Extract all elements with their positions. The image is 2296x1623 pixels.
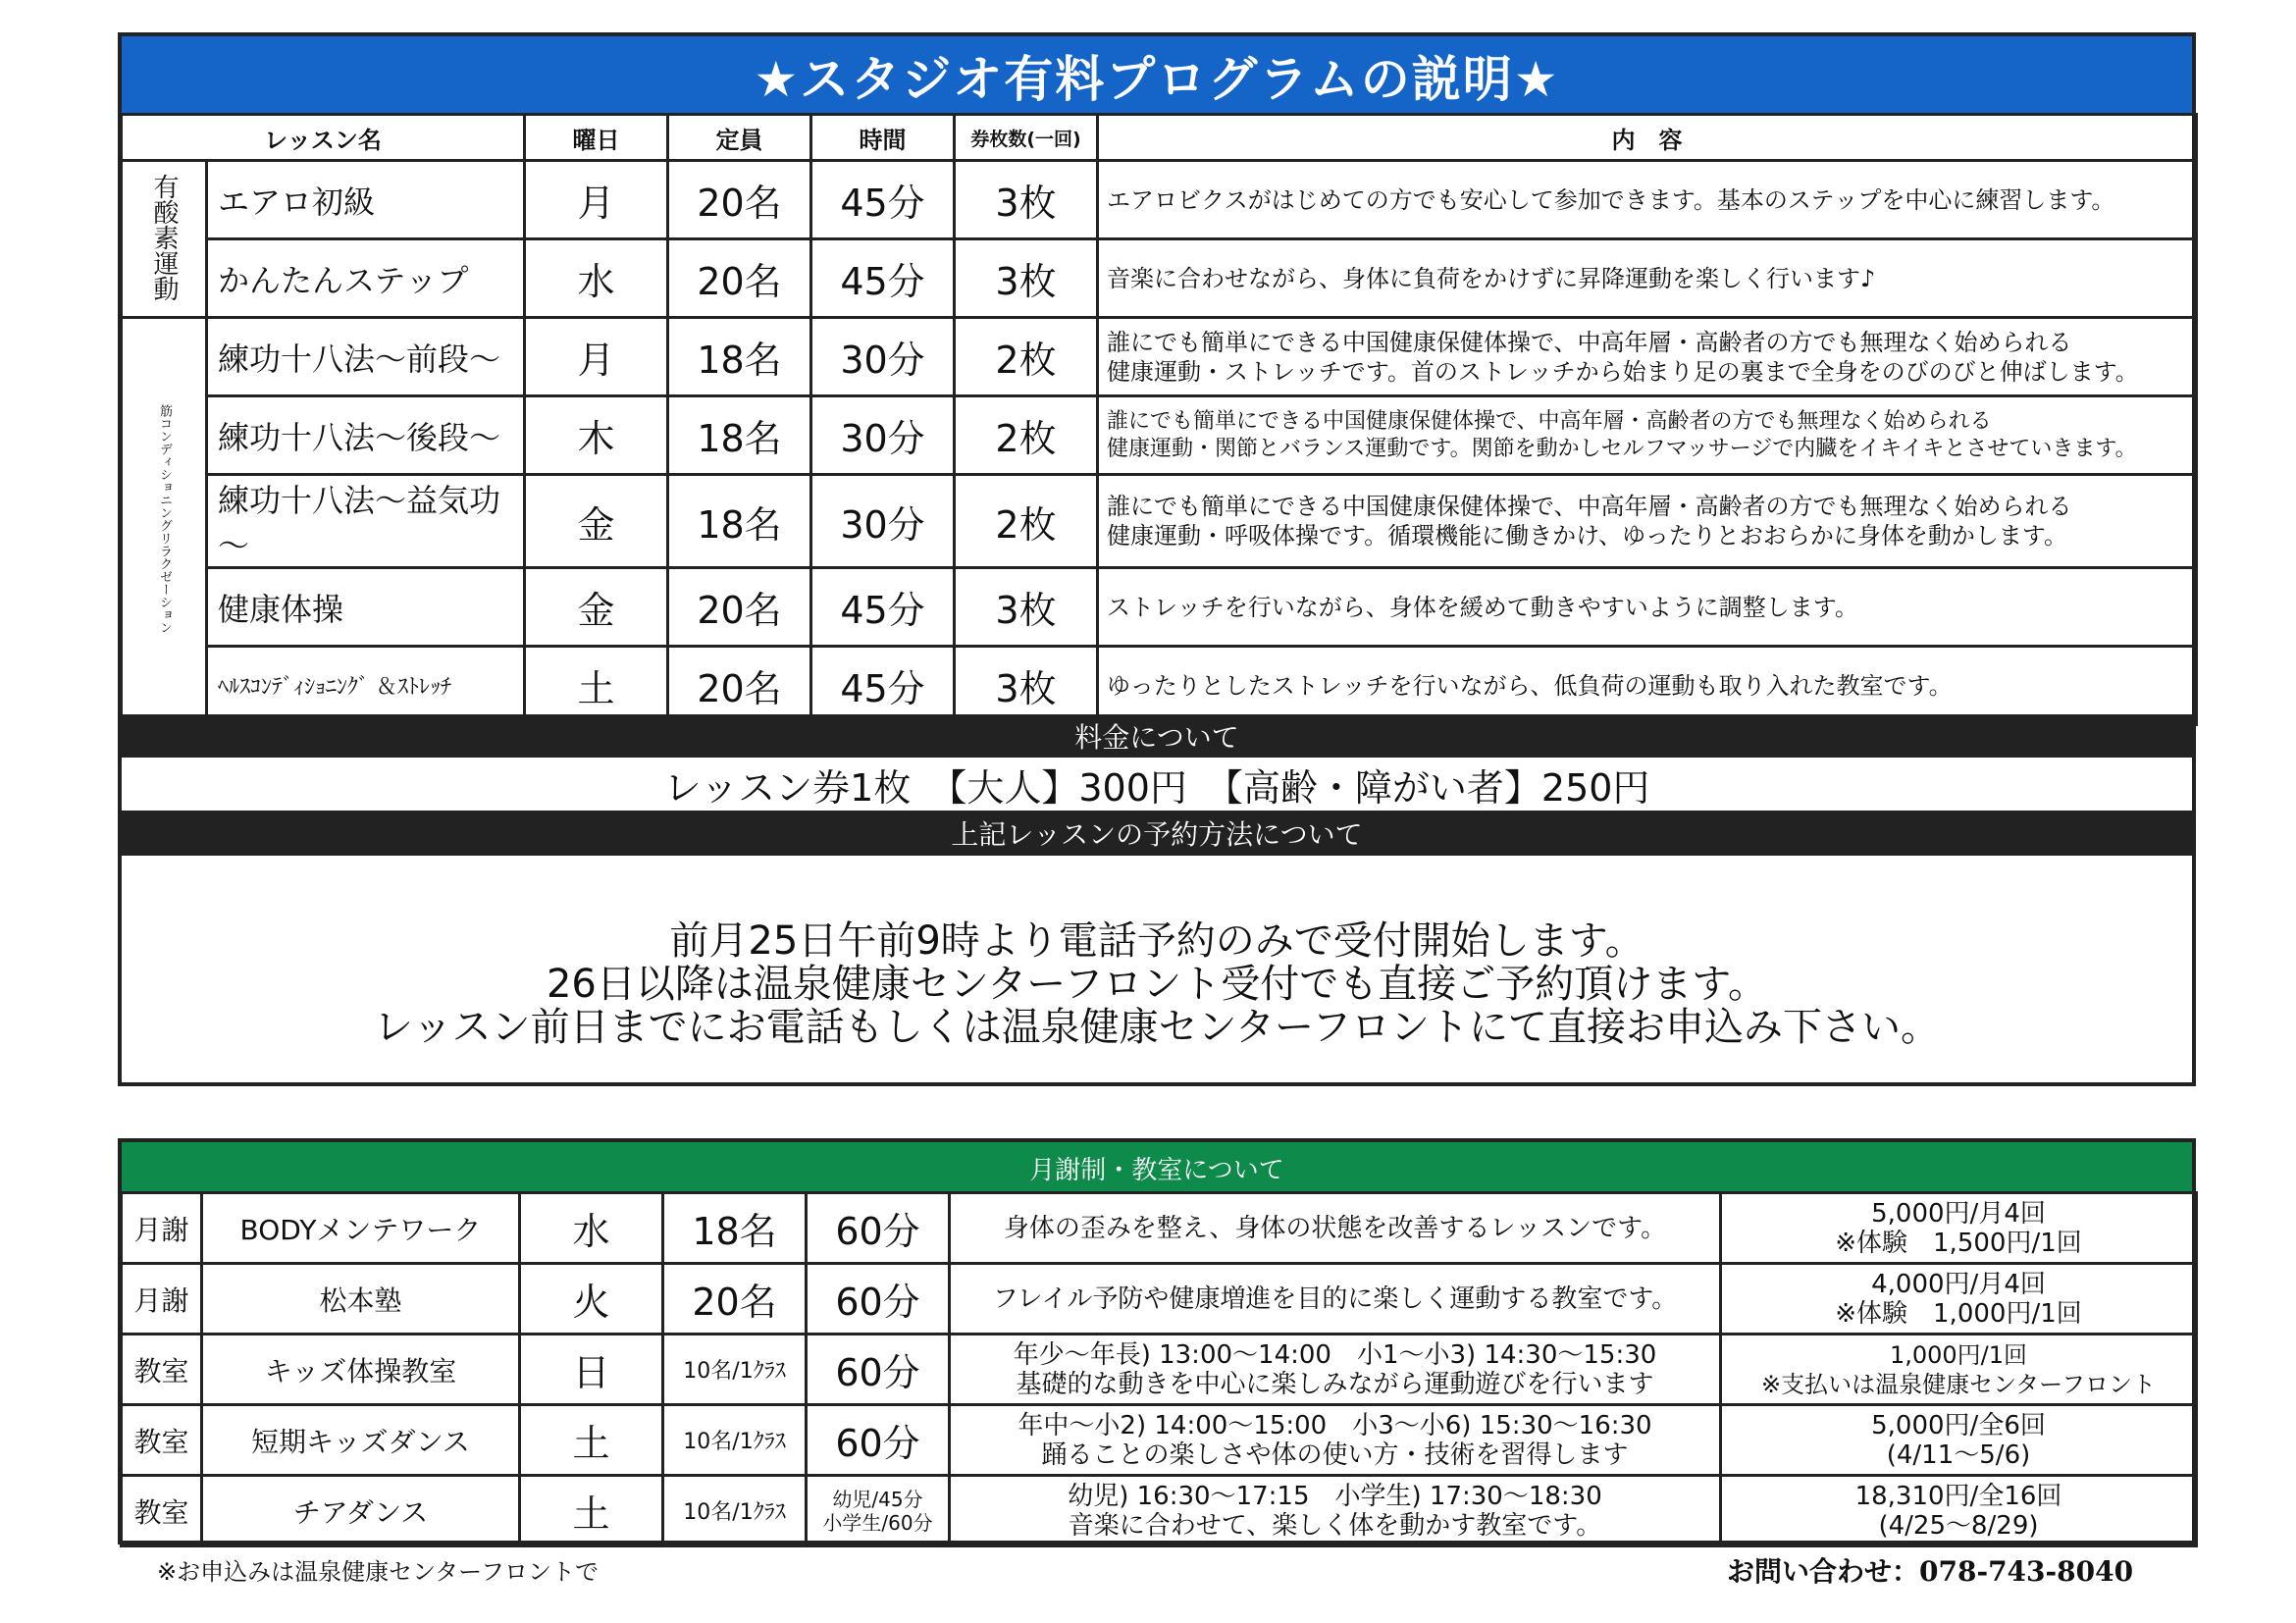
lesson-capacity: 18名 <box>668 318 811 396</box>
description-line-1: 年少～年長) 13:00～14:00 小1～小3) 14:30～15:30 <box>1013 1339 1657 1370</box>
lesson-tickets: 3枚 <box>955 239 1098 318</box>
description-line-1: ゆったりとしたストレッチを行いながら、低負荷の運動も取り入れた教室です。 <box>1107 671 1953 700</box>
table-row <box>122 161 2197 239</box>
lesson-description <box>1098 239 2197 318</box>
lesson-description <box>1098 396 2197 475</box>
class-day: 土 <box>520 1476 663 1546</box>
studio-program-panel <box>118 32 2196 1086</box>
class-time <box>807 1476 950 1546</box>
description-line-1: フレイル予防や健康増進を目的に楽しく運動する教室です。 <box>992 1283 1678 1314</box>
price-line-1: 5,000円/全6回 <box>1871 1410 2046 1440</box>
lesson-name: 練功十八法～益気功～ <box>207 475 525 568</box>
description-line-1: ストレッチを行いながら、身体を緩めて動きやすいように調整します。 <box>1107 593 1858 621</box>
lesson-name: 練功十八法～前段～ <box>207 318 525 396</box>
lesson-time: 45分 <box>811 161 955 239</box>
lesson-name: ﾍﾙｽｺﾝﾃﾞｨｼｮﾆﾝｸﾞ ＆ｽﾄﾚｯﾁ <box>207 647 525 725</box>
class-day: 火 <box>520 1264 663 1335</box>
description-line-1: 音楽に合わせながら、身体に負荷をかけずに昇降運動を楽しく行います♪ <box>1107 264 1876 292</box>
class-capacity: 10名/1ｸﾗｽ <box>663 1335 807 1405</box>
class-time: 60分 <box>807 1405 950 1476</box>
header-time: 時間 <box>811 115 955 161</box>
class-price <box>1721 1476 2197 1546</box>
class-description <box>950 1335 1721 1405</box>
lesson-description <box>1098 318 2197 396</box>
class-day: 土 <box>520 1405 663 1476</box>
class-day: 水 <box>520 1193 663 1264</box>
lesson-time: 30分 <box>811 318 955 396</box>
category-conditioning: 筋コンディショニングリラクゼーション <box>122 318 207 725</box>
header-tickets: 券枚数(一回) <box>955 115 1098 161</box>
class-price <box>1721 1264 2197 1335</box>
table-row <box>122 475 2197 568</box>
lesson-description <box>1098 568 2197 647</box>
class-capacity: 18名 <box>663 1193 807 1264</box>
reservation-text <box>122 919 2192 1049</box>
lesson-capacity: 18名 <box>668 475 811 568</box>
class-description <box>950 1193 1721 1264</box>
row-type: 教室 <box>122 1405 202 1476</box>
class-capacity: 10名/1ｸﾗｽ <box>663 1476 807 1546</box>
class-price <box>1721 1335 2197 1405</box>
lesson-tickets: 2枚 <box>955 318 1098 396</box>
lesson-time: 30分 <box>811 396 955 475</box>
lesson-table <box>120 113 2198 726</box>
header-content: 内 容 <box>1098 115 2197 161</box>
page-title: ★スタジオ有料プログラムの説明★ <box>122 36 2192 115</box>
lesson-time: 45分 <box>811 568 955 647</box>
table-row <box>122 568 2197 647</box>
lesson-day: 土 <box>525 647 668 725</box>
contact-phone: お問い合わせ：078-743-8040 <box>1727 1555 2134 1588</box>
time-line-2: 小学生/60分 <box>822 1510 933 1535</box>
monthly-heading: 月謝制・教室について <box>122 1142 2192 1193</box>
lesson-description <box>1098 647 2197 725</box>
lesson-tickets: 2枚 <box>955 475 1098 568</box>
header-capacity: 定員 <box>668 115 811 161</box>
lesson-day: 水 <box>525 239 668 318</box>
class-name: BODYメンテワーク <box>202 1193 520 1264</box>
price-line-2: ※体験 1,000円/1回 <box>1835 1298 2082 1329</box>
description-line-2: 健康運動・関節とバランス運動です。関節を動かしセルフマッサージで内臓をイキイキとさせていきます。 <box>1107 436 2137 461</box>
lesson-name: エアロ初級 <box>207 161 525 239</box>
lesson-day: 月 <box>525 161 668 239</box>
lesson-tickets: 3枚 <box>955 161 1098 239</box>
table-row <box>122 318 2197 396</box>
price-line-1: 4,000円/月4回 <box>1871 1269 2046 1299</box>
lesson-day: 金 <box>525 568 668 647</box>
class-capacity: 20名 <box>663 1264 807 1335</box>
lesson-description <box>1098 475 2197 568</box>
lesson-tickets: 3枚 <box>955 568 1098 647</box>
table-row <box>122 647 2197 725</box>
table-row <box>122 239 2197 318</box>
reservation-heading: 上記レッスンの予約方法について <box>122 811 2192 856</box>
lesson-tickets: 3枚 <box>955 647 1098 725</box>
reservation-line-1: 前月25日午前9時より電話予約のみで受付開始します。 <box>669 918 1644 964</box>
class-price <box>1721 1405 2197 1476</box>
lesson-tickets: 2枚 <box>955 396 1098 475</box>
price-line-2: (4/25～8/29) <box>1878 1510 2039 1541</box>
lesson-name: 練功十八法～後段～ <box>207 396 525 475</box>
row-type: 月謝 <box>122 1264 202 1335</box>
description-line-2: 基礎的な動きを中心に楽しみながら運動遊びを行います <box>1016 1369 1654 1399</box>
class-name: チアダンス <box>202 1476 520 1546</box>
reservation-line-2: 26日以降は温泉健康センターフロント受付でも直接ご予約頂けます。 <box>546 962 1768 1007</box>
class-description <box>950 1264 1721 1335</box>
class-name: キッズ体操教室 <box>202 1335 520 1405</box>
class-description <box>950 1405 1721 1476</box>
class-price <box>1721 1193 2197 1264</box>
table-row <box>122 1476 2197 1546</box>
class-description <box>950 1476 1721 1546</box>
description-line-1: 誰にでも簡単にできる中国健康保健体操で、中高年層・高齢者の方でも無理なく始められる <box>1107 328 2072 356</box>
reservation-line-3: レッスン前日までにお電話もしくは温泉健康センターフロントにて直接お申込み下さい。 <box>374 1005 1940 1050</box>
lesson-capacity: 20名 <box>668 161 811 239</box>
class-name: 短期キッズダンス <box>202 1405 520 1476</box>
fee-heading: 料金について <box>122 714 2192 758</box>
monthly-table <box>120 1191 2198 1547</box>
description-line-2: 健康運動・ストレッチです。首のストレッチから始まり足の裏まで全身をのびのびと伸ばします。 <box>1107 357 2139 386</box>
price-line-1: 1,000円/1回 <box>1889 1340 2028 1369</box>
row-type: 教室 <box>122 1476 202 1546</box>
table-row <box>122 1193 2197 1264</box>
lesson-day: 木 <box>525 396 668 475</box>
price-line-1: 18,310円/全16回 <box>1854 1481 2062 1511</box>
lesson-capacity: 20名 <box>668 568 811 647</box>
fee-text: レッスン券1枚 【大人】300円 【高齢・障がい者】250円 <box>663 765 1650 810</box>
lesson-day: 金 <box>525 475 668 568</box>
class-name: 松本塾 <box>202 1264 520 1335</box>
class-capacity: 10名/1ｸﾗｽ <box>663 1405 807 1476</box>
row-type: 教室 <box>122 1335 202 1405</box>
lesson-capacity: 20名 <box>668 647 811 725</box>
lesson-time: 30分 <box>811 475 955 568</box>
lesson-day: 月 <box>525 318 668 396</box>
description-line-1: 誰にでも簡単にできる中国健康保健体操で、中高年層・高齢者の方でも無理なく始められる <box>1107 493 2072 520</box>
lesson-time: 45分 <box>811 647 955 725</box>
header-lesson-name: レッスン名 <box>122 115 525 161</box>
description-line-2: 健康運動・呼吸体操です。循環機能に働きかけ、ゆったりとおおらかに身体を動かします。 <box>1107 522 2067 550</box>
lesson-capacity: 18名 <box>668 396 811 475</box>
price-line-2: (4/11～5/6) <box>1886 1440 2031 1470</box>
description-line-1: エアロビクスがはじめての方でも安心して参加できます。基本のステップを中心に練習します。 <box>1107 185 2115 214</box>
price-line-2: ※支払いは温泉健康センターフロント <box>1761 1370 2156 1398</box>
description-line-1: 年中～小2) 14:00～15:00 小3～小6) 15:30～16:30 <box>1018 1410 1652 1440</box>
table-row <box>122 1264 2197 1335</box>
category-aerobic: 有酸素運動 <box>122 161 207 318</box>
description-line-2: 音楽に合わせて、楽しく体を動かす教室です。 <box>1068 1510 1602 1541</box>
lesson-description <box>1098 161 2197 239</box>
time-line-1: 幼児/45分 <box>832 1487 923 1511</box>
price-line-2: ※体験 1,500円/1回 <box>1835 1228 2082 1258</box>
lesson-capacity: 20名 <box>668 239 811 318</box>
class-time: 60分 <box>807 1264 950 1335</box>
table-header-row <box>122 115 2197 161</box>
class-time: 60分 <box>807 1193 950 1264</box>
table-row <box>122 1335 2197 1405</box>
header-day: 曜日 <box>525 115 668 161</box>
lesson-name: かんたんステップ <box>207 239 525 318</box>
description-line-2: 踊ることの楽しさや体の使い方・技術を習得します <box>1041 1440 1629 1470</box>
table-row <box>122 1405 2197 1476</box>
description-line-1: 幼児) 16:30～17:15 小学生) 17:30～18:30 <box>1068 1481 1602 1511</box>
description-line-1: 誰にでも簡単にできる中国健康保健体操で、中高年層・高齢者の方でも無理なく始められる <box>1107 408 1992 434</box>
price-line-1: 5,000円/月4回 <box>1871 1198 2046 1229</box>
monthly-class-panel <box>118 1138 2196 1544</box>
class-day: 日 <box>520 1335 663 1405</box>
application-note: ※お申込みは温泉健康センターフロントで <box>157 1558 599 1586</box>
description-line-1: 身体の歪みを整え、身体の状態を改善するレッスンです。 <box>1003 1213 1667 1243</box>
class-time: 60分 <box>807 1335 950 1405</box>
lesson-name: 健康体操 <box>207 568 525 647</box>
table-row <box>122 396 2197 475</box>
lesson-time: 45分 <box>811 239 955 318</box>
row-type: 月謝 <box>122 1193 202 1264</box>
